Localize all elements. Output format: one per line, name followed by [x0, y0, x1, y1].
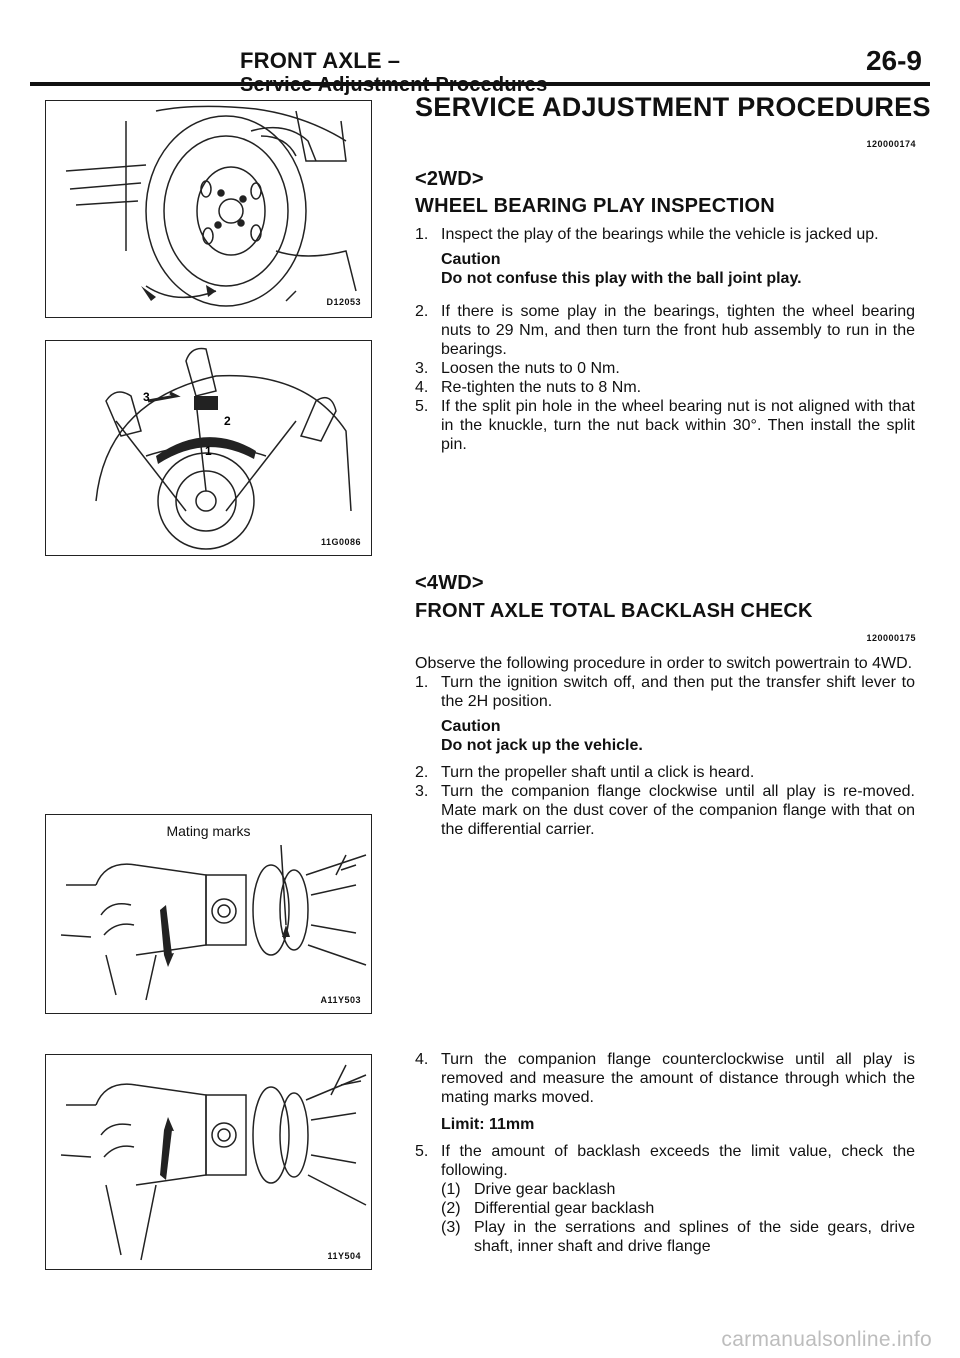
step-number: 2. [415, 303, 429, 320]
step-item [415, 782, 915, 839]
check-number: (1) [441, 1181, 461, 1198]
figure-counterclockwise [45, 1054, 372, 1270]
step-item [415, 1142, 915, 1180]
header-rule [30, 82, 930, 86]
check-text: Differential gear backlash [474, 1200, 655, 1217]
step-item [415, 225, 915, 244]
step-text: Turn the propeller shaft until a click is heard. [441, 764, 755, 781]
step-text: If the split pin hole in the wheel bearing nut is not aligned with that in the knuckle, turn the nut back within 30°. Then install the split pin. [441, 398, 915, 453]
check-item [441, 1180, 915, 1199]
doc-number: 120000175 [866, 633, 916, 643]
check-text: Play in the serrations and splines of the side gears, drive shaft, inner shaft and drive flange [474, 1219, 915, 1255]
check-text: Drive gear backlash [474, 1181, 616, 1198]
section1-heading: WHEEL BEARING PLAY INSPECTION [415, 195, 775, 217]
step-number: 5. [415, 398, 429, 415]
check-item [441, 1218, 915, 1256]
step-text: If the amount of backlash exceeds the limit value, check the following. [441, 1143, 915, 1179]
caution-text: Do not confuse this play with the ball joint play. [441, 270, 802, 287]
step-text: Turn the ignition switch off, and then put the transfer shift lever to the 2H position. [441, 674, 915, 710]
figure-code: D12053 [326, 297, 361, 307]
step-number: 5. [415, 1143, 429, 1160]
watermark-footer: carmanualsonline.info [721, 1328, 932, 1351]
step-text: Re-tighten the nuts to 8 Nm. [441, 379, 642, 396]
step-number: 3. [415, 783, 429, 800]
step-text: Inspect the play of the bearings while the vehicle is jacked up. [441, 226, 879, 243]
steps-list [415, 302, 915, 454]
figure-wheel-tire [45, 100, 372, 318]
step-text: Turn the companion flange counterclockwise until all play is removed and measure the amount of distance through which the mating marks moved. [441, 1051, 915, 1106]
caution-block [441, 717, 915, 755]
figure-mating-marks [45, 814, 372, 1014]
section2-tag: <4WD> [415, 572, 484, 594]
counterclockwise-illustration [46, 1055, 370, 1268]
step-number: 4. [415, 1051, 429, 1068]
limit-value: Limit: 11mm [441, 1116, 535, 1133]
step-item [415, 673, 915, 711]
header-title [240, 48, 547, 97]
section2-intro: Observe the following procedure in order to switch powertrain to 4WD. [415, 655, 913, 672]
step-number: 3. [415, 360, 429, 377]
figure-code: A11Y503 [320, 995, 361, 1005]
step-item [415, 763, 915, 782]
step-number: 1. [415, 674, 429, 691]
step-item [415, 302, 915, 359]
header-section: FRONT AXLE [240, 48, 382, 73]
check-list [441, 1180, 915, 1256]
caution-block [441, 250, 915, 288]
step-text: Turn the companion flange clockwise until all play is re-moved. Mate mark on the dust cover of the companion flange with that on the differential carrier. [441, 783, 915, 838]
check-number: (3) [441, 1219, 461, 1236]
check-item [441, 1199, 915, 1218]
caution-label: Caution [441, 718, 501, 735]
section1-tag: <2WD> [415, 168, 484, 190]
section2-body [415, 654, 915, 839]
step-text: Loosen the nuts to 0 Nm. [441, 360, 620, 377]
callout-2: 2 [224, 414, 231, 428]
section2-heading: FRONT AXLE TOTAL BACKLASH CHECK [415, 600, 813, 622]
step-number: 1. [415, 226, 429, 243]
wheel-tire-illustration [46, 101, 370, 316]
callout-3: 3 [143, 390, 150, 404]
step-number: 2. [415, 764, 429, 781]
caution-label: Caution [441, 251, 501, 268]
section2-body-continued [415, 1050, 915, 1256]
brake-drum-illustration [46, 341, 370, 554]
check-number: (2) [441, 1200, 461, 1217]
step-text: If there is some play in the bearings, tighten the wheel bearing nuts to 29 Nm, and then turn the front hub assembly to run in the bearings. [441, 303, 915, 358]
page-number: 26-9 [865, 45, 922, 76]
figure-caption: Mating marks [166, 823, 251, 839]
caution-text: Do not jack up the vehicle. [441, 737, 643, 754]
step-item [415, 397, 915, 454]
step-item [415, 1050, 915, 1107]
section1-body [415, 225, 915, 454]
step-item [415, 359, 915, 378]
mating-marks-illustration [46, 815, 370, 1012]
callout-1: 1 [205, 444, 212, 458]
step-number: 4. [415, 379, 429, 396]
figure-brake-drum [45, 340, 372, 556]
figure-code: 11G0086 [320, 537, 361, 547]
main-title: SERVICE ADJUSTMENT PROCEDURES [415, 92, 931, 122]
steps-list [415, 763, 915, 839]
header-dash: – [387, 48, 401, 73]
figure-code: 11Y504 [327, 1251, 361, 1261]
doc-number: 120000174 [866, 139, 916, 149]
page-header [30, 45, 930, 82]
step-item [415, 378, 915, 397]
